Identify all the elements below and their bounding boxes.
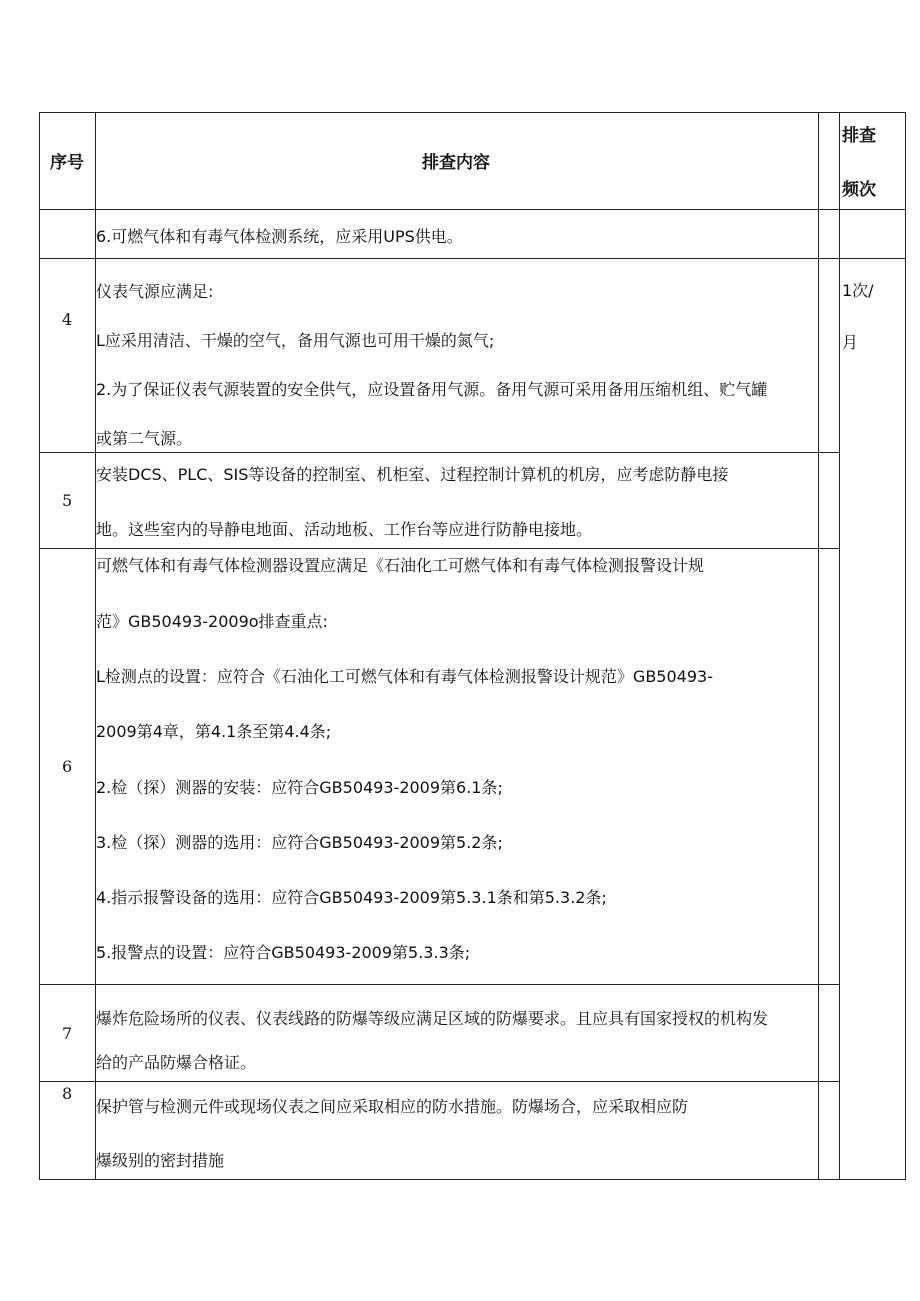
row-divider xyxy=(39,258,906,259)
header-seq: 序号 xyxy=(50,153,84,173)
row-text-line: 仪表气源应满足: xyxy=(96,282,214,301)
row-number: 5 xyxy=(62,491,73,510)
row-text-line: 范》GB50493-2009o排查重点: xyxy=(96,612,328,631)
row-text-line: 爆炸危险场所的仪表、仪表线路的防爆等级应满足区域的防爆要求。且应具有国家授权的机构发 xyxy=(96,1009,769,1028)
row-text-line: 4.指示报警设备的选用：应符合GB50493-2009第5.3.1条和第5.3.2条; xyxy=(96,888,607,907)
header-freq-line2: 频次 xyxy=(842,180,876,200)
table-border-right xyxy=(905,112,906,1180)
row-text-line: 6.可燃气体和有毒气体检测系统，应采用UPS供电。 xyxy=(96,227,463,246)
row-divider xyxy=(39,984,840,985)
row-text-line: 地。这些室内的导静电地面、活动地板、工作台等应进行防静电接地。 xyxy=(96,520,593,539)
row-text-line: 安装DCS、PLC、SIS等设备的控制室、机柜室、过程控制计算机的机房，应考虑防静电接 xyxy=(96,465,729,484)
header-freq-line1: 排查 xyxy=(842,126,876,146)
column-divider xyxy=(839,112,840,1180)
row-text-line: 或第二气源。 xyxy=(96,429,193,448)
header-content: 排查内容 xyxy=(422,153,490,173)
row-divider xyxy=(39,209,906,210)
row-divider xyxy=(39,452,840,453)
row-number: 6 xyxy=(62,757,73,776)
column-divider xyxy=(818,112,819,1180)
row-divider xyxy=(39,548,840,549)
frequency-line1: 1次/ xyxy=(842,281,874,300)
row-text-line: 2.检（探）测器的安装：应符合GB50493-2009第6.1条; xyxy=(96,778,503,797)
row-text-line: 2.为了保证仪表气源装置的安全供气，应设置备用气源。备用气源可采用备用压缩机组、贮气罐 xyxy=(96,380,768,399)
row-text-line: L检测点的设置：应符合《石油化工可燃气体和有毒气体检测报警设计规范》GB50493- xyxy=(96,667,713,686)
table-border-left xyxy=(39,112,40,1180)
row-text-line: 保护管与检测元件或现场仪表之间应采取相应的防水措施。防爆场合，应采取相应防 xyxy=(96,1097,689,1116)
table-border-bottom xyxy=(39,1179,906,1180)
row-text-line: 5.报警点的设置：应符合GB50493-2009第5.3.3条; xyxy=(96,943,471,962)
row-number: 4 xyxy=(62,310,73,329)
row-number: 8 xyxy=(62,1084,73,1103)
row-text-line: 可燃气体和有毒气体检测器设置应满足《石油化工可燃气体和有毒气体检测报警设计规 xyxy=(96,556,705,575)
row-text-line: 3.检（探）测器的选用：应符合GB50493-2009第5.2条; xyxy=(96,833,503,852)
table-border-top xyxy=(39,112,906,113)
row-text-line: 给的产品防爆合格证。 xyxy=(96,1053,257,1072)
row-text-line: 爆级别的密封措施 xyxy=(96,1151,225,1170)
row-text-line: L应采用清洁、干燥的空气，备用气源也可用干燥的氮气; xyxy=(96,331,495,350)
frequency-line2: 月 xyxy=(842,333,859,352)
row-number: 7 xyxy=(62,1024,73,1043)
row-divider xyxy=(39,1081,840,1082)
row-text-line: 2009第4章，第4.1条至第4.4条; xyxy=(96,722,332,741)
